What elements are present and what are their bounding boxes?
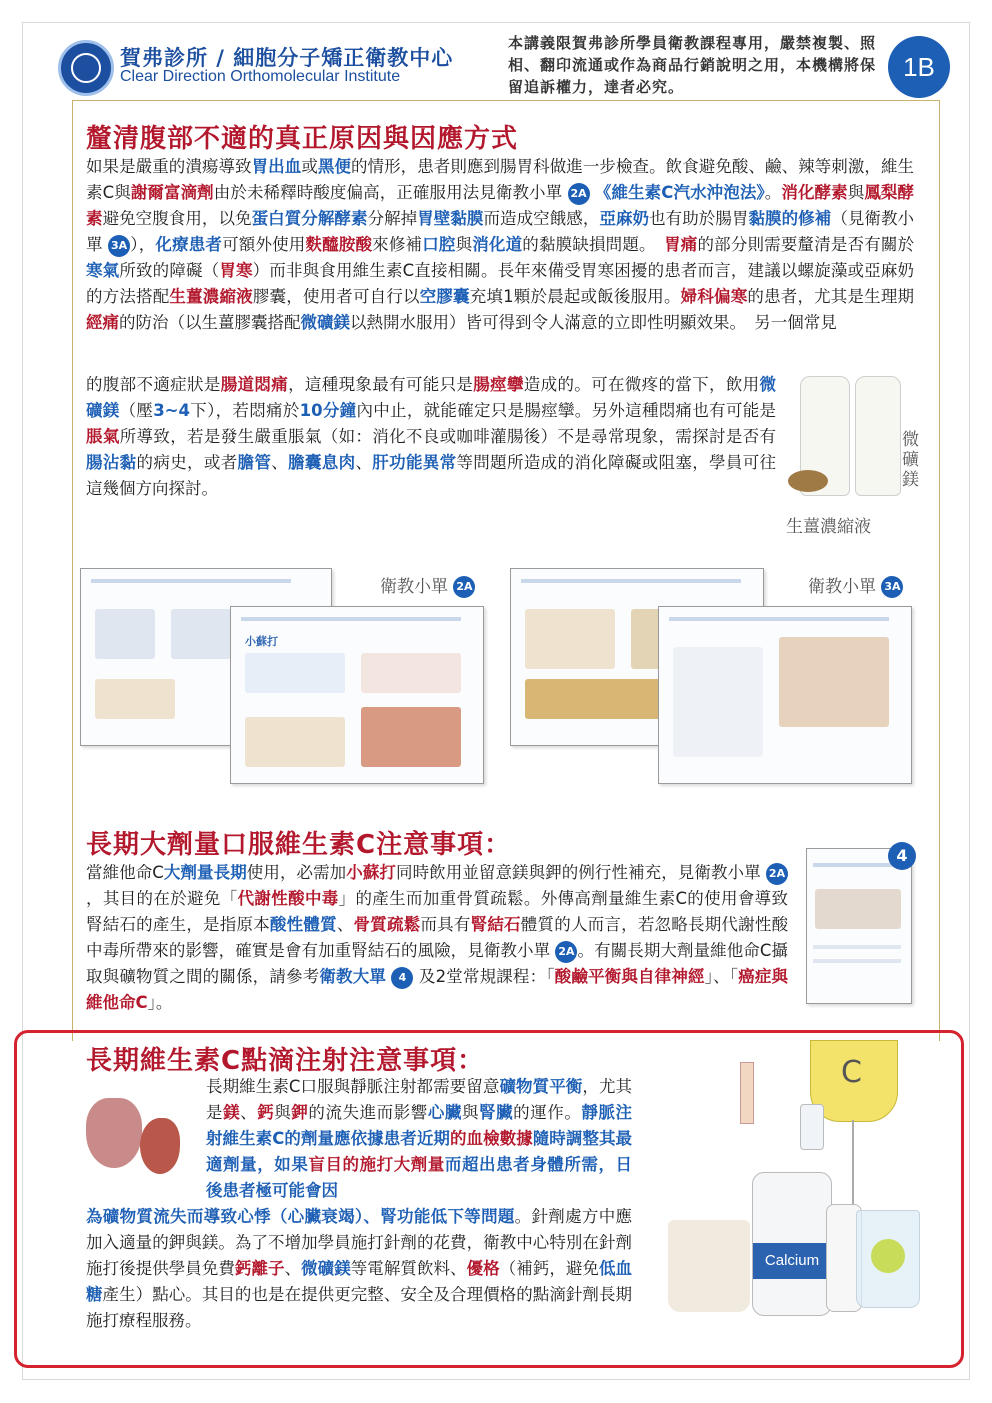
kidney-illustration [140, 1118, 180, 1174]
heart-illustration [86, 1098, 142, 1168]
iv-bag-image: C [810, 1040, 898, 1122]
handout-3a-front [658, 606, 912, 784]
org-name-zh: 賀弗診所 / 細胞分子矯正衛教中心 [120, 46, 454, 70]
mg-label: 微礦鎂 [902, 430, 919, 490]
drink-glass [856, 1210, 920, 1308]
calcium-jar: Calcium [752, 1172, 832, 1316]
section-title-oral-vitc: 長期大劑量口服維生素C注意事項： [86, 830, 512, 860]
section-title-abdomen: 釐清腹部不適的真正原因與因應方式 [86, 124, 519, 154]
handout-2a-label: 衛教小單 2A [380, 572, 475, 598]
section3-paragraph-a: 長期維生素C口服與靜脈注射都需要留意礦物質平衡，尤其是鎂、鈣與鉀的流失進而影響心臟與腎臟的運作。靜脈注射維生素C的劑量應依據患者近期的血檢數據隨時調整其最適劑量，如果盲目的施打大劑量而超出患者身體所需，日後患者極可能會因 [206, 1077, 633, 1200]
handout-4-thumb [806, 848, 912, 1004]
page-number-badge: 1B [888, 36, 950, 98]
handout-2a-front: 小蘇打 [230, 606, 484, 784]
yogurt-cup [668, 1220, 750, 1312]
handout-4-badge: 4 [888, 842, 916, 870]
section1-paragraph-a: 如果是嚴重的潰瘍導致胃出血或黑便的情形，患者則應到腸胃科做進一步檢查。飲食避免酸、鹼、辣等刺激，維生素C與謝爾富滴劑由於未稀釋時酸度偏高，正確服用法見衛教小單 2A 《維生素C汽水沖泡法》。消化酵素與鳳梨酵素避免空腹食用，以免蛋白質分解酵素分解掉胃壁黏膜而造成空餓感，亞麻奶也有助於腸胃黏膜的修補（見衛教小單 3A ），化療患者可額外使用麩醯胺酸來修補口腔與消化道的黏膜缺損問題。 胃痛的部分則需要釐清是否有關於寒氣所致的障礙（胃寒）而非與食用維生素C直接相關。長年來備受胃寒困擾的患者而言，建議以螺旋藻或亞麻奶的方法搭配生薑濃縮液膠囊，使用者可自行以空膠囊充填1顆於晨起或飯後服用。婦科偏寒的患者，尤其是生理期經痛的防治（以生薑膠囊搭配微礦鎂以熱開水服用）皆可得到令人滿意的立即性明顯效果。 另一個常見 [86, 157, 915, 332]
handout-3a-label: 衛教小單 3A [808, 572, 903, 598]
section1-paragraph-b: 的腹部不適症狀是腸道悶痛，這種現象最有可能只是腸痙攣造成的。可在微疼的當下，飲用微礦鎂（壓3~4下），若悶痛於10分鐘內中止，就能確定只是腸痙攣。另外這種悶痛也有可能是脹氣所導致，若是發生嚴重脹氣（如：消化不良或咖啡灌腸後）不是尋常現象，需探討是否有腸沾黏的病史，或者膽管、膽囊息肉、肝功能異常等問題所造成的消化障礙或阻塞，學員可往這幾個方向探討。 [86, 375, 777, 498]
section2-paragraph: 當維他命C大劑量長期使用，必需加小蘇打同時飲用並留意鎂與鉀的例行性補充，見衛教小單 2A，其目的在於避免「代謝性酸中毒」的產生而加重骨質疏鬆。外傳高劑量維生素C的使用會導致腎結石的產生，是指原本酸性體質、骨質疏鬆而具有腎結石體質的人而言，若忽略長期代謝性酸中毒所帶來的影響，確實是會有加重腎結石的風險，見衛教小單 2A 。有關長期大劑量維他命C攝取與礦物質之間的關係，請參考衛教大單 4 及2堂常規課程：「酸鹼平衡與自律神經」、「癌症與維他命C」。 [86, 863, 789, 1012]
org-name-en: Clear Direction Orthomolecular Institute [120, 68, 401, 85]
ginger-label: 生薑濃縮液 [786, 517, 871, 537]
section-title-iv-vitc: 長期維生素C點滴注射注意事項： [86, 1046, 485, 1076]
copyright-notice: 本講義限賀弗診所學員衛教課程專用，嚴禁複製、照相、翻印流通或作為商品行銷說明之用，本機構將保留追訴權力，達者必究。 [508, 34, 877, 96]
section3-paragraph-b: 為礦物質流失而導致心悸（心臟衰竭）、腎功能低下等問題。針劑處方中應加入適量的鉀與鎂。為了不增加學員施打針劑的花費，衛教中心特別在針劑施打後提供學員免費鈣離子、微礦鎂等電解質飲料、優格（補鈣，避免低血糖產生）點心。其目的也是在提供更完整、安全及合理價格的點滴針劑長期施打療程服務。 [86, 1207, 632, 1330]
institute-logo [58, 40, 114, 96]
